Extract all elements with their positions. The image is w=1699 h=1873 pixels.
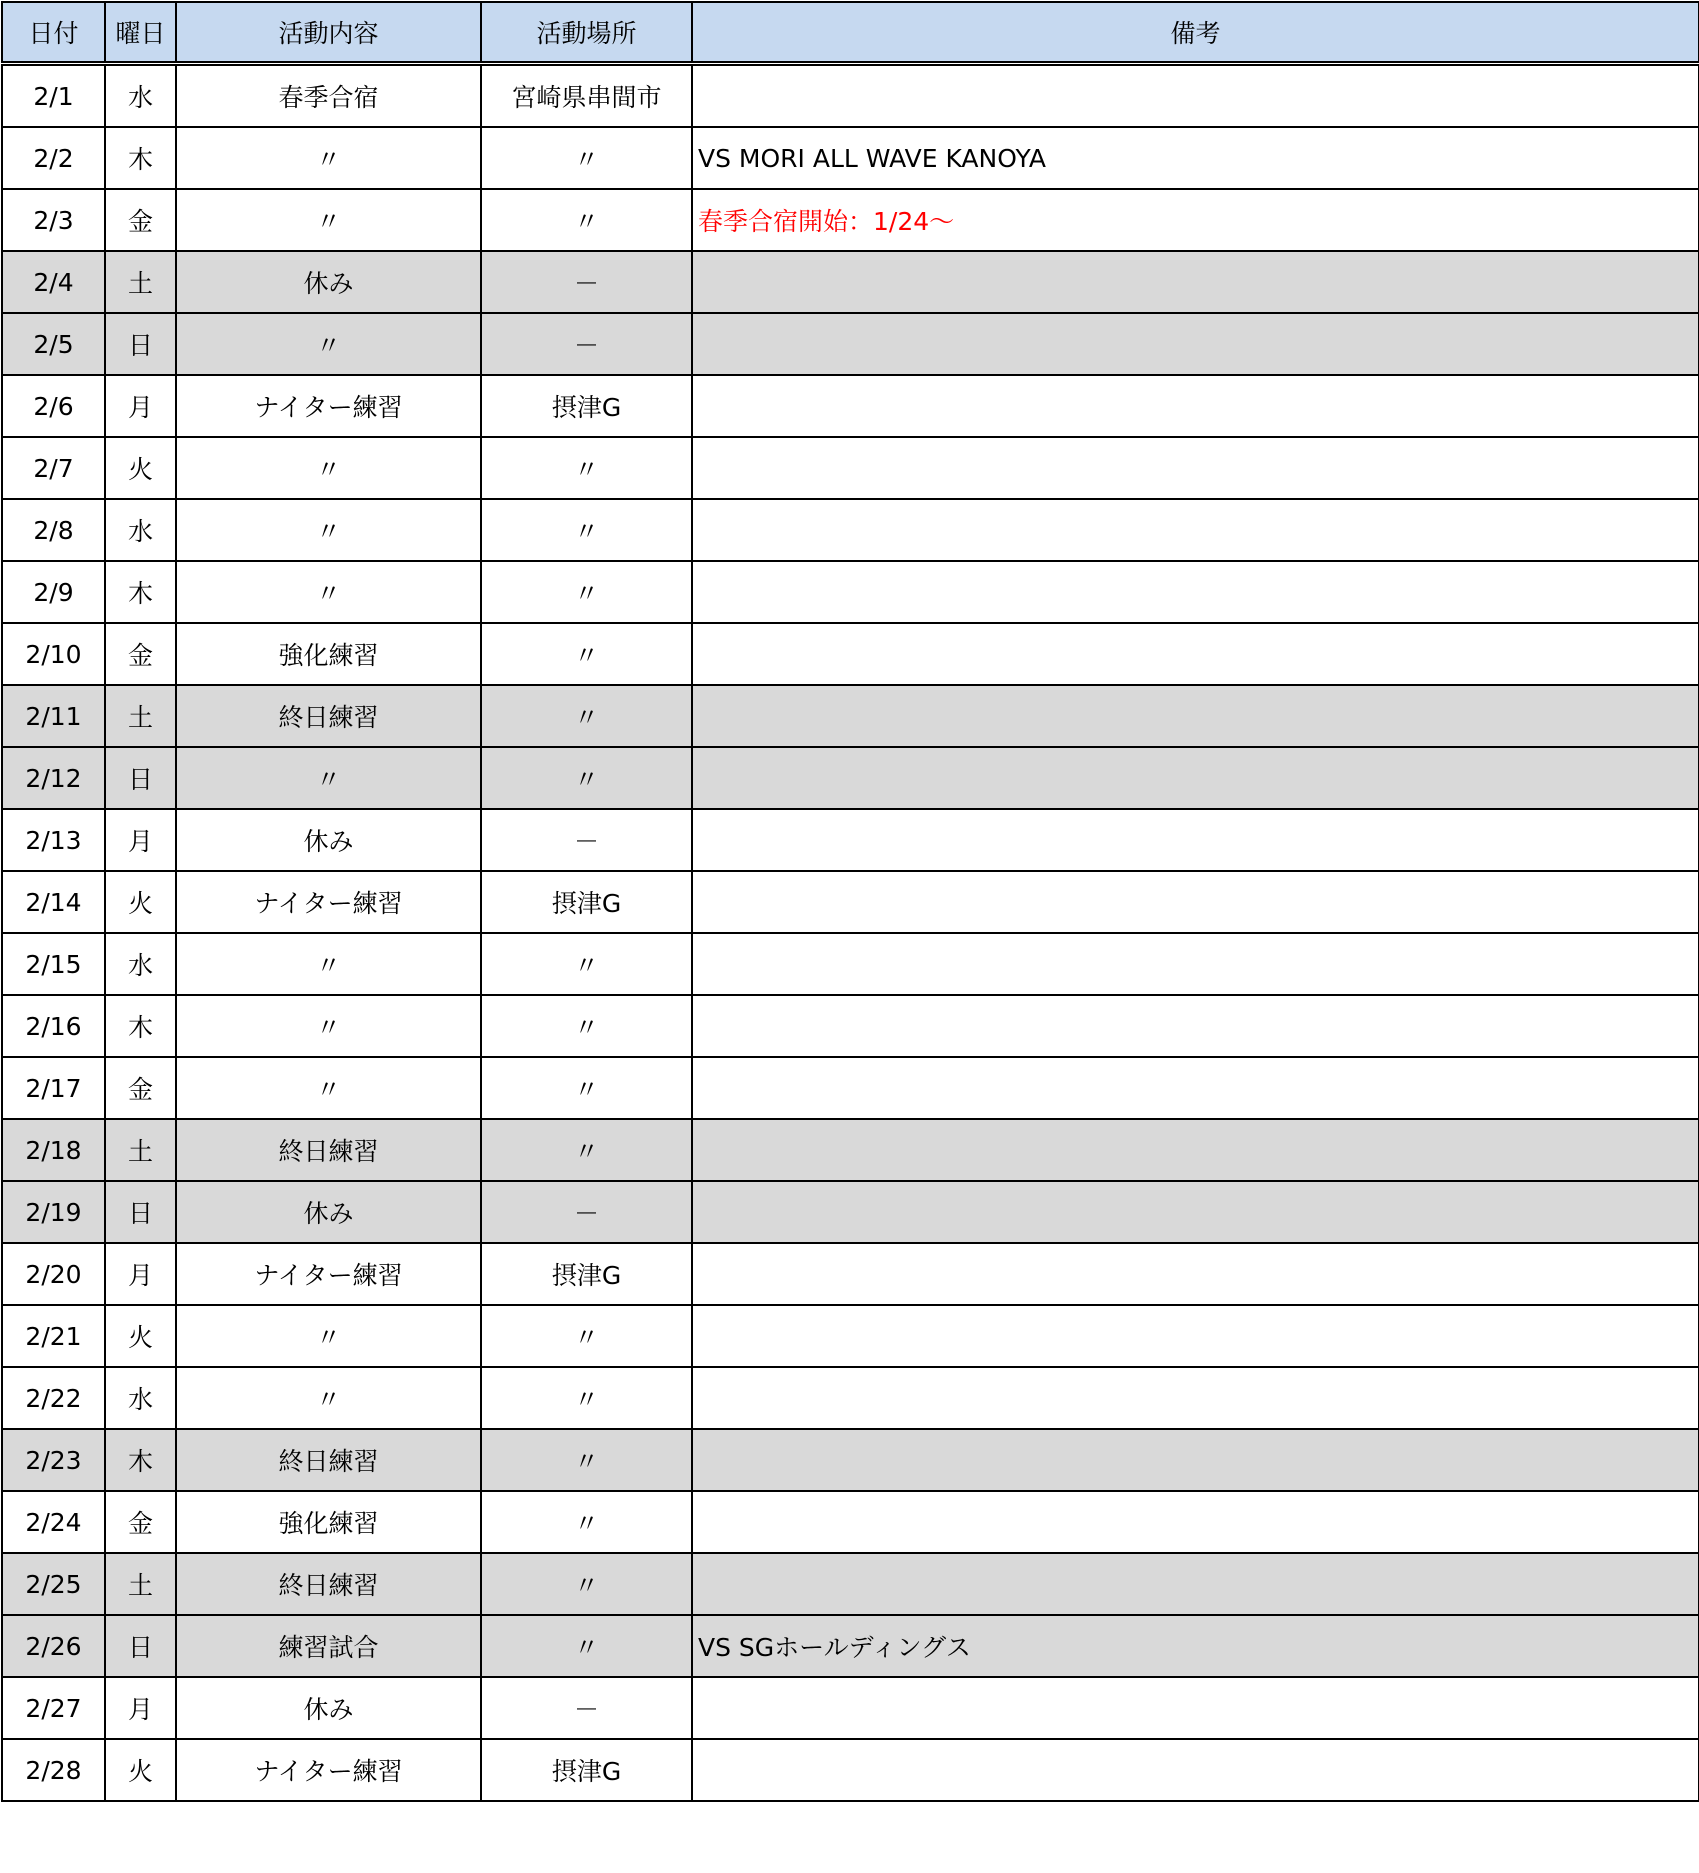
header-date: 日付 — [2, 2, 105, 64]
activity-cell: 〃 — [176, 1367, 481, 1429]
weekday-cell: 木 — [105, 1429, 176, 1491]
date-cell: 2/8 — [2, 499, 105, 561]
note-cell — [692, 437, 1699, 499]
weekday-cell: 木 — [105, 127, 176, 189]
place-cell: 〃 — [481, 623, 692, 685]
date-cell: 2/20 — [2, 1243, 105, 1305]
weekday-cell: 金 — [105, 623, 176, 685]
table-row — [2, 1181, 1699, 1243]
weekday-cell: 金 — [105, 189, 176, 251]
note-cell — [692, 809, 1699, 871]
place-cell: 摂津G — [481, 1243, 692, 1305]
place-cell: 〃 — [481, 561, 692, 623]
table-row — [2, 871, 1699, 933]
activity-cell: ナイター練習 — [176, 871, 481, 933]
weekday-cell: 日 — [105, 747, 176, 809]
activity-cell: 〃 — [176, 561, 481, 623]
place-cell: 〃 — [481, 685, 692, 747]
note-cell — [692, 313, 1699, 375]
date-cell: 2/18 — [2, 1119, 105, 1181]
date-cell: 2/21 — [2, 1305, 105, 1367]
table-row — [2, 623, 1699, 685]
table-row — [2, 1367, 1699, 1429]
activity-cell: 休み — [176, 809, 481, 871]
table-row — [2, 561, 1699, 623]
note-cell — [692, 1429, 1699, 1491]
note-cell: VS MORI ALL WAVE KANOYA — [692, 127, 1699, 189]
header-notes: 備考 — [692, 2, 1699, 64]
activity-cell: 〃 — [176, 499, 481, 561]
weekday-cell: 月 — [105, 1243, 176, 1305]
weekday-cell: 火 — [105, 871, 176, 933]
weekday-cell: 土 — [105, 685, 176, 747]
activity-cell: 終日練習 — [176, 685, 481, 747]
table-row — [2, 251, 1699, 313]
place-cell: 宮崎県串間市 — [481, 64, 692, 128]
note-cell — [692, 747, 1699, 809]
place-cell: 〃 — [481, 1305, 692, 1367]
place-cell: － — [481, 1677, 692, 1739]
table-row — [2, 685, 1699, 747]
place-cell: 〃 — [481, 1429, 692, 1491]
place-cell: － — [481, 1181, 692, 1243]
table-row — [2, 809, 1699, 871]
table-row — [2, 64, 1699, 128]
note-cell — [692, 1119, 1699, 1181]
activity-cell: ナイター練習 — [176, 1243, 481, 1305]
activity-cell: 〃 — [176, 313, 481, 375]
place-cell: 摂津G — [481, 871, 692, 933]
activity-cell: 〃 — [176, 933, 481, 995]
table-row — [2, 1553, 1699, 1615]
header-weekday: 曜日 — [105, 2, 176, 64]
note-cell — [692, 1677, 1699, 1739]
activity-cell: 〃 — [176, 747, 481, 809]
table-row — [2, 1243, 1699, 1305]
note-cell — [692, 1181, 1699, 1243]
weekday-cell: 日 — [105, 1615, 176, 1677]
weekday-cell: 水 — [105, 1367, 176, 1429]
date-cell: 2/28 — [2, 1739, 105, 1801]
weekday-cell: 火 — [105, 437, 176, 499]
activity-cell: 終日練習 — [176, 1429, 481, 1491]
activity-cell: 強化練習 — [176, 623, 481, 685]
activity-cell: 〃 — [176, 1057, 481, 1119]
table-row — [2, 1429, 1699, 1491]
weekday-cell: 日 — [105, 1181, 176, 1243]
weekday-cell: 火 — [105, 1305, 176, 1367]
place-cell: 〃 — [481, 1057, 692, 1119]
date-cell: 2/11 — [2, 685, 105, 747]
weekday-cell: 土 — [105, 251, 176, 313]
note-cell — [692, 933, 1699, 995]
place-cell: 〃 — [481, 189, 692, 251]
activity-cell: 終日練習 — [176, 1553, 481, 1615]
place-cell: 〃 — [481, 995, 692, 1057]
note-cell: VS SGホールディングス — [692, 1615, 1699, 1677]
schedule-table — [1, 1, 1699, 1802]
weekday-cell: 土 — [105, 1119, 176, 1181]
date-cell: 2/7 — [2, 437, 105, 499]
table-row — [2, 375, 1699, 437]
note-cell — [692, 685, 1699, 747]
date-cell: 2/15 — [2, 933, 105, 995]
place-cell: 摂津G — [481, 1739, 692, 1801]
weekday-cell: 日 — [105, 313, 176, 375]
table-row — [2, 747, 1699, 809]
weekday-cell: 月 — [105, 809, 176, 871]
date-cell: 2/24 — [2, 1491, 105, 1553]
note-cell — [692, 499, 1699, 561]
activity-cell: 〃 — [176, 1305, 481, 1367]
note-cell — [692, 1367, 1699, 1429]
date-cell: 2/12 — [2, 747, 105, 809]
date-cell: 2/9 — [2, 561, 105, 623]
date-cell: 2/13 — [2, 809, 105, 871]
table-row — [2, 1305, 1699, 1367]
schedule-body — [2, 64, 1699, 1802]
activity-cell: ナイター練習 — [176, 375, 481, 437]
place-cell: 〃 — [481, 437, 692, 499]
table-row — [2, 1615, 1699, 1677]
table-row — [2, 437, 1699, 499]
date-cell: 2/26 — [2, 1615, 105, 1677]
date-cell: 2/25 — [2, 1553, 105, 1615]
place-cell: 〃 — [481, 747, 692, 809]
activity-cell: 春季合宿 — [176, 64, 481, 128]
date-cell: 2/23 — [2, 1429, 105, 1491]
header-row — [2, 2, 1699, 64]
place-cell: － — [481, 809, 692, 871]
note-cell — [692, 561, 1699, 623]
note-cell — [692, 375, 1699, 437]
note-cell — [692, 623, 1699, 685]
weekday-cell: 水 — [105, 499, 176, 561]
activity-cell: 休み — [176, 1677, 481, 1739]
note-cell — [692, 1739, 1699, 1801]
note-cell — [692, 64, 1699, 128]
place-cell: 〃 — [481, 127, 692, 189]
activity-cell: 休み — [176, 1181, 481, 1243]
weekday-cell: 金 — [105, 1057, 176, 1119]
note-cell — [692, 1553, 1699, 1615]
activity-cell: 〃 — [176, 995, 481, 1057]
note-cell — [692, 1243, 1699, 1305]
date-cell: 2/5 — [2, 313, 105, 375]
table-row — [2, 933, 1699, 995]
date-cell: 2/16 — [2, 995, 105, 1057]
table-row — [2, 1119, 1699, 1181]
note-cell — [692, 1057, 1699, 1119]
date-cell: 2/19 — [2, 1181, 105, 1243]
date-cell: 2/4 — [2, 251, 105, 313]
place-cell: 〃 — [481, 933, 692, 995]
activity-cell: 終日練習 — [176, 1119, 481, 1181]
activity-cell: ナイター練習 — [176, 1739, 481, 1801]
date-cell: 2/10 — [2, 623, 105, 685]
note-cell — [692, 995, 1699, 1057]
date-cell: 2/14 — [2, 871, 105, 933]
header-activity: 活動内容 — [176, 2, 481, 64]
weekday-cell: 火 — [105, 1739, 176, 1801]
table-row — [2, 995, 1699, 1057]
note-cell — [692, 1305, 1699, 1367]
date-cell: 2/6 — [2, 375, 105, 437]
table-row — [2, 1739, 1699, 1801]
activity-cell: 〃 — [176, 189, 481, 251]
table-row — [2, 189, 1699, 251]
note-cell — [692, 871, 1699, 933]
weekday-cell: 金 — [105, 1491, 176, 1553]
date-cell: 2/27 — [2, 1677, 105, 1739]
place-cell: 〃 — [481, 1553, 692, 1615]
date-cell: 2/22 — [2, 1367, 105, 1429]
place-cell: － — [481, 313, 692, 375]
weekday-cell: 月 — [105, 375, 176, 437]
place-cell: 〃 — [481, 1367, 692, 1429]
note-cell: 春季合宿開始：1/24～ — [692, 189, 1699, 251]
activity-cell: 〃 — [176, 127, 481, 189]
weekday-cell: 水 — [105, 64, 176, 128]
table-row — [2, 127, 1699, 189]
place-cell: 〃 — [481, 1119, 692, 1181]
note-cell — [692, 251, 1699, 313]
table-row — [2, 1677, 1699, 1739]
date-cell: 2/17 — [2, 1057, 105, 1119]
weekday-cell: 木 — [105, 995, 176, 1057]
header-place: 活動場所 — [481, 2, 692, 64]
place-cell: 〃 — [481, 1491, 692, 1553]
table-row — [2, 1491, 1699, 1553]
date-cell: 2/3 — [2, 189, 105, 251]
activity-cell: 強化練習 — [176, 1491, 481, 1553]
weekday-cell: 月 — [105, 1677, 176, 1739]
place-cell: 摂津G — [481, 375, 692, 437]
activity-cell: 休み — [176, 251, 481, 313]
date-cell: 2/2 — [2, 127, 105, 189]
place-cell: － — [481, 251, 692, 313]
place-cell: 〃 — [481, 1615, 692, 1677]
table-row — [2, 499, 1699, 561]
date-cell: 2/1 — [2, 64, 105, 128]
table-row — [2, 313, 1699, 375]
table-row — [2, 1057, 1699, 1119]
activity-cell: 〃 — [176, 437, 481, 499]
weekday-cell: 木 — [105, 561, 176, 623]
activity-cell: 練習試合 — [176, 1615, 481, 1677]
place-cell: 〃 — [481, 499, 692, 561]
note-cell — [692, 1491, 1699, 1553]
weekday-cell: 水 — [105, 933, 176, 995]
weekday-cell: 土 — [105, 1553, 176, 1615]
